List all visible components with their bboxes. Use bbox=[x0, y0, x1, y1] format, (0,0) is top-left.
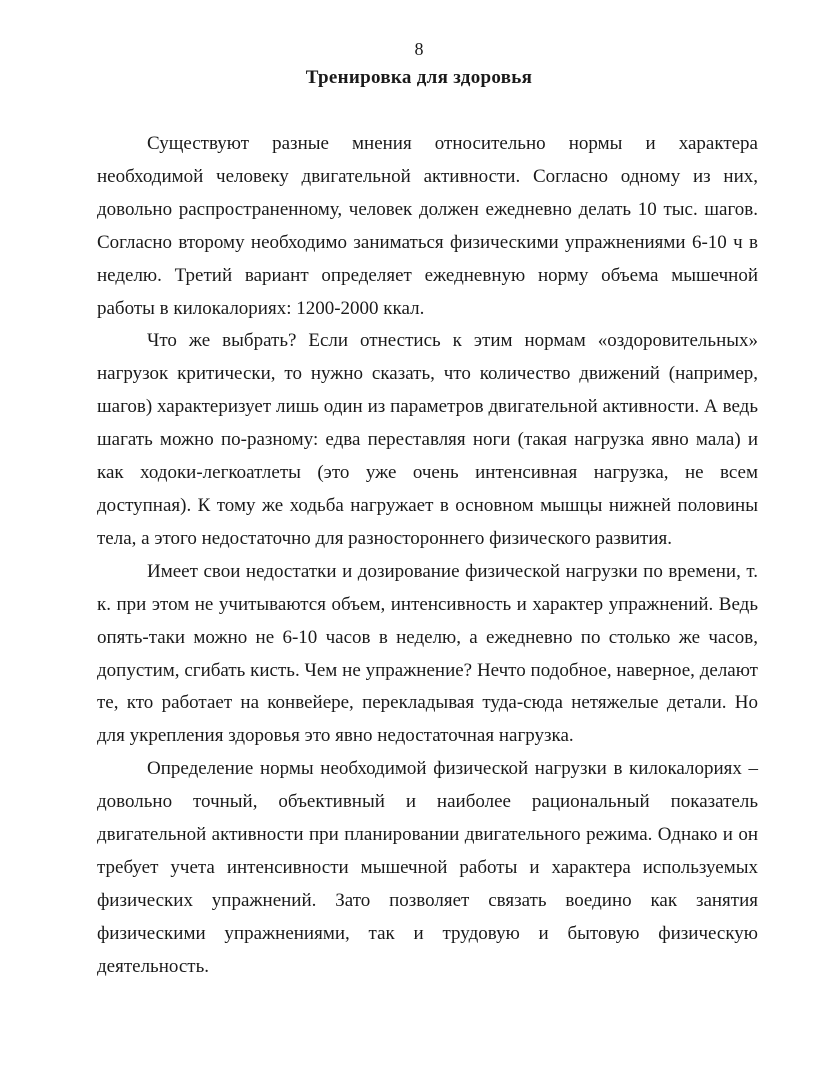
body-text bbox=[97, 128, 758, 984]
page-title: Тренировка для здоровья bbox=[305, 67, 533, 88]
paragraph-2: Что же выбрать? Если отнестись к этим нормам «оздоровительных» нагрузок критически, то нужно сказать, что количество движений (например, шагов) характеризует лишь один из параметров двигательной активности. А ведь шагать можно по-разному: едва переставляя ноги (такая нагрузка явно мала) и как ходоки-легкоатлеты (это уже очень интенсивная нагрузка, не всем доступная). К тому же ходьба нагружает в основном мышцы нижней половины тела, а этого недостаточно для разностороннего физического развития. bbox=[97, 330, 758, 549]
paragraph-3: Имеет свои недостатки и дозирование физической нагрузки по времени, т. к. при этом не учитываются объем, интенсивность и характер упражнений. Ведь опять-таки можно не 6-10 часов в неделю, а ежедневно по столько же часов, допустим, сгибать кисть. Чем не упражнение? Нечто подобное, наверное, делают те, кто работает на конвейере, перекладывая туда-сюда нетяжелые детали. Но для укрепления здоровья это явно недостаточная нагрузка. bbox=[97, 560, 758, 747]
page-number: 8 bbox=[414, 39, 424, 59]
paragraph-4: Определение нормы необходимой физической нагрузки в килокалориях – довольно точный, объективный и наиболее рациональный показатель двигательной активности при планировании двигательного режима. Однако и он требует учета интенсивности мышечной работы и характера используемых физических упражнений. Зато позволяет связать воедино как занятия физическими упражнениями, так и трудовую и бытовую физическую деятельность. bbox=[97, 758, 758, 977]
paragraph-1: Существуют разные мнения относительно нормы и характера необходимой человеку двигательной активности. Согласно одному из них, довольно распространенному, человек должен ежедневно делать 10 тыс. шагов. Согласно второму необходимо заниматься физическими упражнениями 6-10 ч в неделю. Третий вариант определяет ежедневную норму объема мышечной работы в килокалориях: 1200-2000 ккал. bbox=[97, 133, 758, 319]
